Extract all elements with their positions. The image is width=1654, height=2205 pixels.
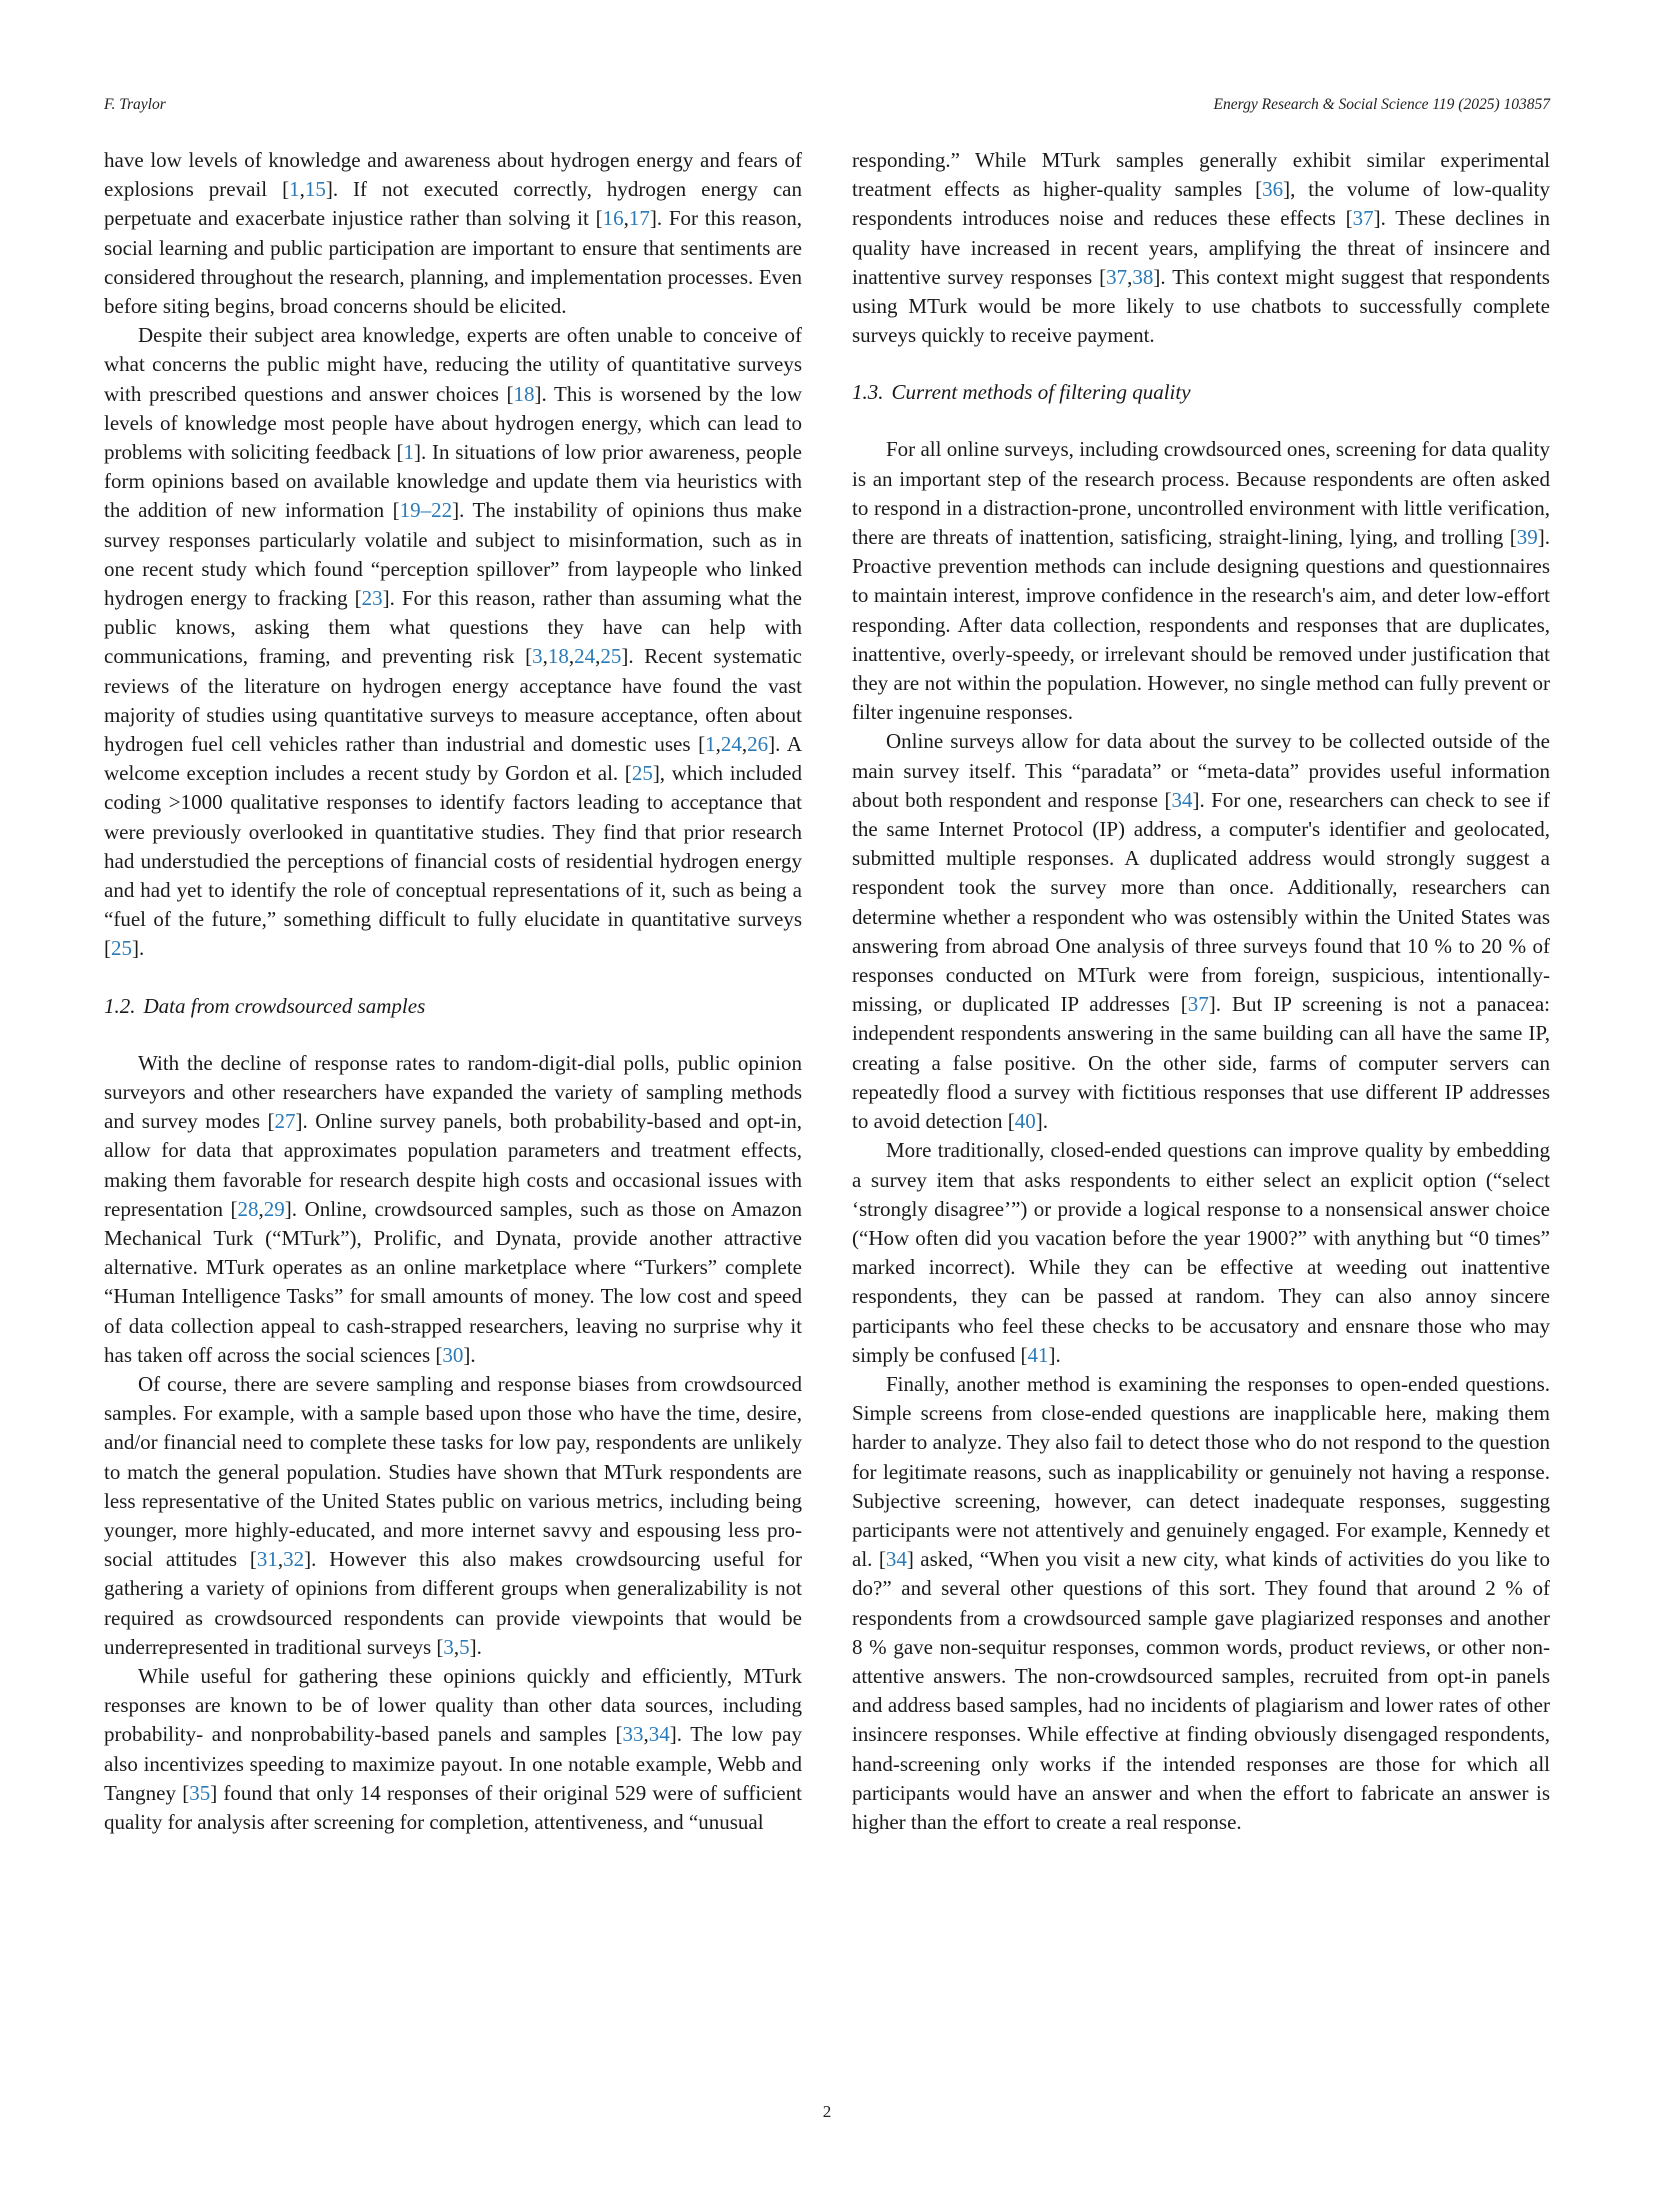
text-run: ]. The low pay also incentivizes speeding to maximize payout. In one notable example, Webb and Tangney [ bbox=[104, 1722, 802, 1805]
header-author: F. Traylor bbox=[104, 96, 166, 113]
citation-link[interactable]: 15 bbox=[304, 177, 326, 202]
citation-link[interactable]: 30 bbox=[442, 1342, 464, 1367]
section-heading bbox=[852, 378, 1550, 407]
text-run: ]. However this also makes crowdsourcing useful for gathering a variety of opinions from different groups when generalizability is not required as crowdsourced respondents can provide viewpoints that would be underrepresented in traditional surveys [ bbox=[104, 1547, 802, 1659]
citation-link[interactable]: 19–22 bbox=[399, 498, 453, 523]
text-run: ]. For this reason, social learning and public participation are important to ensure that sentiments are considered throughout the research, planning, and implementation processes. Even before siting begins, broad concerns should be elicited. bbox=[104, 206, 802, 319]
text-run: ]. bbox=[463, 1342, 476, 1367]
citation-link[interactable]: 24 bbox=[720, 732, 742, 757]
citation-link[interactable]: 32 bbox=[283, 1547, 305, 1572]
text-run: ]. But IP screening is not a panacea: independent respondents answering in the same building can all have the same IP, creating a false positive. On the other side, farms of computer servers can repeatedly flood a survey with fictitious responses that use different IP addresses to avoid detection [ bbox=[852, 992, 1551, 1134]
text-run: ]. If not executed correctly, hydrogen energy can perpetuate and exacerbate injustice rather than solving it [ bbox=[104, 177, 802, 231]
text-run: , bbox=[623, 206, 629, 231]
text-run: ]. Online, crowdsourced samples, such as those on Amazon Mechanical Turk (“MTurk”), Prolific, and Dynata, provide another attractive alternative. MTurk operates as an online marketplace where “Turkers” complete “Human Intelligence Tasks” for small amounts of money. The low cost and speed of data collection appeal to cash-strapped researchers, leaving no surprise why it has taken off across the social sciences [ bbox=[104, 1196, 802, 1367]
citation-link[interactable]: 5 bbox=[459, 1634, 470, 1659]
section-heading bbox=[104, 992, 802, 1021]
citation-link[interactable]: 33 bbox=[622, 1722, 644, 1747]
paragraph bbox=[104, 1049, 802, 1370]
text-run: Online surveys allow for data about the survey to be collected outside of the main survey itself. This “paradata” or “meta-data” provides useful information about both respondent and response [ bbox=[852, 729, 1550, 812]
text-run: ]. These declines in quality have increased in recent years, amplifying the threat of insincere and inattentive survey responses [ bbox=[852, 206, 1550, 289]
section-title: Data from crowdsourced samples bbox=[143, 993, 426, 1018]
text-run: ]. This context might suggest that respondents using MTurk would be more likely to use chatbots to successfully complete surveys quickly to receive payment. bbox=[852, 264, 1550, 348]
citation-link[interactable]: 16 bbox=[602, 206, 624, 231]
text-run: , bbox=[277, 1547, 284, 1572]
text-run: , bbox=[453, 1634, 460, 1659]
paragraph bbox=[852, 146, 1550, 350]
page-number: 2 bbox=[822, 2102, 832, 2121]
text-run: ]. Online survey panels, both probability-based and opt-in, allow for data that approximates population parameters and treatment effects, making them favorable for research despite high costs and occasional issues with representation [ bbox=[104, 1109, 802, 1221]
text-run: have low levels of knowledge and awareness about hydrogen energy and fears of explosions prevail [ bbox=[104, 148, 802, 202]
text-run: ], which included coding >1000 qualitative responses to identify factors leading to acceptance that were previously overlooked in quantitative studies. They find that prior research had understudied the perceptions of financial costs of residential hydrogen energy and had yet to identify the role of conceptual representations of it, such as being a “fuel of the future,” something difficult to fully elucidate in quantitative surveys [ bbox=[104, 761, 802, 961]
text-run: , bbox=[595, 644, 601, 669]
citation-link[interactable]: 27 bbox=[274, 1109, 296, 1134]
paragraph bbox=[852, 1136, 1550, 1370]
paragraph bbox=[104, 146, 802, 321]
text-run: More traditionally, closed-ended questions can improve quality by embedding a survey item that asks respondents to either select an explicit option (“select ‘strongly disagree’”) or provide a logical response to a nonsensical answer choice (“How often did you vacation before the year 1900?” with anything but “0 times” marked incorrect). While they can be effective at weeding out inattentive respondents, they can be passed at random. They can also annoy sincere participants who feel these checks to be accusatory and ensnare those who may simply be confused [ bbox=[852, 1138, 1550, 1367]
citation-link[interactable]: 38 bbox=[1132, 264, 1154, 289]
text-run: ]. Recent systematic reviews of the literature on hydrogen energy acceptance have found the vast majority of studies using quantitative surveys to measure acceptance, often about hydrogen fuel cell vehicles rather than industrial and domestic uses [ bbox=[104, 644, 802, 757]
citation-link[interactable]: 26 bbox=[747, 732, 769, 757]
text-run: ]. bbox=[1048, 1342, 1061, 1367]
left-column bbox=[104, 146, 802, 1837]
citation-link[interactable]: 24 bbox=[574, 644, 596, 669]
text-run: ], the volume of low-quality respondents introduces noise and reduces these effects [ bbox=[852, 177, 1550, 231]
text-run: , bbox=[643, 1722, 649, 1747]
text-run: ]. bbox=[132, 936, 145, 961]
citation-link[interactable]: 34 bbox=[648, 1722, 670, 1747]
citation-link[interactable]: 1 bbox=[403, 440, 415, 465]
citation-link[interactable]: 25 bbox=[631, 761, 653, 786]
text-run: For all online surveys, including crowdsourced ones, screening for data quality is an important step of the research process. Because respondents are often asked to respond in a distraction-prone, uncontrolled environment with little verification, there are threats of inattention, satisficing, straight-lining, lying, and trolling [ bbox=[852, 437, 1550, 550]
paragraph bbox=[852, 435, 1550, 727]
text-run: ]. The instability of opinions thus make survey responses particularly volatile and subject to misinformation, such as in one recent study which found “perception spillover” from laypeople who linked hydrogen energy to fracking [ bbox=[104, 498, 802, 611]
text-run: ]. For this reason, rather than assuming what the public knows, asking them what questions they have can help with communications, framing, and preventing risk [ bbox=[104, 586, 802, 669]
citation-link[interactable]: 37 bbox=[1106, 264, 1128, 289]
text-run: , bbox=[542, 644, 548, 669]
citation-link[interactable]: 28 bbox=[237, 1196, 259, 1221]
text-run: ]. bbox=[469, 1634, 482, 1659]
text-run: , bbox=[715, 732, 721, 757]
citation-link[interactable]: 17 bbox=[628, 206, 650, 231]
text-run: Despite their subject area knowledge, experts are often unable to conceive of what concerns the public might have, reducing the utility of quantitative surveys with prescribed questions and answer choices [ bbox=[104, 323, 802, 406]
citation-link[interactable]: 3 bbox=[532, 644, 543, 669]
section-title: Current methods of filtering quality bbox=[891, 380, 1191, 405]
text-run: ] found that only 14 responses of their original 529 were of sufficient quality for analysis after screening for completion, attentiveness, and “unusual bbox=[104, 1780, 802, 1834]
text-run: While useful for gathering these opinions quickly and efficiently, MTurk responses are known to be of lower quality than other data sources, including probability- and nonprobability-based panels and samples [ bbox=[104, 1663, 802, 1747]
citation-link[interactable]: 25 bbox=[600, 644, 622, 669]
text-run: ]. Proactive prevention methods can include designing questions and questionnaires to maintain interest, improve confidence in the research's aim, and deter low-effort responding. After data collection, respondents and responses that are duplicates, inattentive, overly-speedy, or irrelevant should be removed under justification that they are not within the population. However, no single method can fully prevent or filter ingenuine responses. bbox=[852, 525, 1550, 725]
text-run: Finally, another method is examining the responses to open-ended questions. Simple screens from close-ended questions are inapplicable here, making them harder to analyze. They also fail to detect those who do not respond to the question for legitimate reasons, such as inapplicability or genuinely not having a response. Subjective screening, however, can detect inadequate responses, suggesting participants were not attentively and genuinely engaged. For example, Kennedy et al. [ bbox=[852, 1371, 1550, 1572]
citation-link[interactable]: 18 bbox=[547, 644, 569, 669]
citation-link[interactable]: 41 bbox=[1027, 1342, 1049, 1367]
citation-link[interactable]: 31 bbox=[256, 1547, 278, 1572]
paragraph bbox=[852, 1370, 1550, 1837]
citation-link[interactable]: 35 bbox=[189, 1780, 211, 1805]
text-run: Of course, there are severe sampling and response biases from crowdsourced samples. For example, with a sample based upon those who have the time, desire, and/or financial need to complete these tasks for low pay, respondents are unlikely to match the general population. Studies have shown that MTurk respondents are less representative of the United States public on various metrics, including being younger, more highly-educated, and more internet savvy and espousing less pro-social attitudes [ bbox=[104, 1371, 802, 1572]
citation-link[interactable]: 40 bbox=[1014, 1109, 1036, 1134]
text-run: ]. For one, researchers can check to see if the same Internet Protocol (IP) address, a computer's identifier and geolocated, submitted multiple responses. A duplicated address would strongly suggest a respondent took the survey more than once. Additionally, researchers can determine whether a respondent who was ostensibly within the United States was answering from abroad One analysis of three surveys found that 10 % to 20 % of responses conducted on MTurk were from foreign, suspicious, intentionally-missing, or duplicated IP addresses [ bbox=[852, 787, 1550, 1017]
citation-link[interactable]: 34 bbox=[885, 1547, 907, 1572]
citation-link[interactable]: 1 bbox=[705, 732, 716, 757]
running-head bbox=[104, 96, 1550, 114]
citation-link[interactable]: 23 bbox=[361, 586, 383, 611]
text-run: , bbox=[258, 1196, 264, 1221]
section-number: 1.2. bbox=[104, 993, 136, 1018]
text-run: , bbox=[568, 644, 575, 669]
citation-link[interactable]: 29 bbox=[263, 1196, 285, 1221]
paragraph bbox=[104, 1370, 802, 1662]
paragraph bbox=[852, 727, 1550, 1136]
text-run: ] asked, “When you visit a new city, what kinds of activities do you like to do?” and several other questions of this sort. They found that around 2 % of respondents from a crowdsourced sample gave plagiarized responses and another 8 % gave non-sequitur responses, common words, product reviews, or other non-attentive answers. The non-crowdsourced samples, recruited from opt-in panels and address based samples, had no incidents of plagiarism and lower rates of other insincere responses. While effective at finding obviously disengaged respondents, hand-screening only works if the intended responses are those for which all participants would have an answer and when the effort to fabricate an answer is higher than the effort to create a real response. bbox=[852, 1547, 1550, 1834]
citation-link[interactable]: 1 bbox=[289, 177, 300, 202]
text-run: , bbox=[299, 177, 305, 202]
text-run: ]. A welcome exception includes a recent study by Gordon et al. [ bbox=[104, 732, 802, 786]
citation-link[interactable]: 3 bbox=[443, 1634, 454, 1659]
citation-link[interactable]: 37 bbox=[1187, 992, 1209, 1017]
text-run: , bbox=[1127, 264, 1133, 289]
text-run: ]. In situations of low prior awareness, people form opinions based on available knowledge and update them via heuristics with the addition of new information [ bbox=[104, 440, 802, 523]
text-run: ]. This is worsened by the low levels of knowledge most people have about hydrogen energy, which can lead to problems with soliciting feedback [ bbox=[104, 381, 802, 465]
citation-link[interactable]: 37 bbox=[1352, 206, 1374, 231]
header-journal: Energy Research & Social Science 119 (2025) 103857 bbox=[1213, 96, 1550, 113]
citation-link[interactable]: 36 bbox=[1262, 177, 1284, 202]
citation-link[interactable]: 39 bbox=[1516, 525, 1538, 550]
text-run: , bbox=[741, 732, 748, 757]
right-column bbox=[852, 146, 1550, 1837]
text-run: responding.” While MTurk samples generally exhibit similar experimental treatment effects as higher-quality samples [ bbox=[852, 148, 1550, 202]
text-run: ]. bbox=[1035, 1109, 1048, 1134]
paragraph bbox=[104, 1662, 802, 1837]
citation-link[interactable]: 25 bbox=[111, 936, 132, 961]
section-number: 1.3. bbox=[852, 380, 884, 405]
paragraph bbox=[104, 321, 802, 963]
citation-link[interactable]: 18 bbox=[513, 381, 535, 406]
text-run: With the decline of response rates to random-digit-dial polls, public opinion surveyors and other researchers have expanded the variety of sampling methods and survey modes [ bbox=[104, 1050, 802, 1134]
citation-link[interactable]: 34 bbox=[1171, 787, 1193, 812]
